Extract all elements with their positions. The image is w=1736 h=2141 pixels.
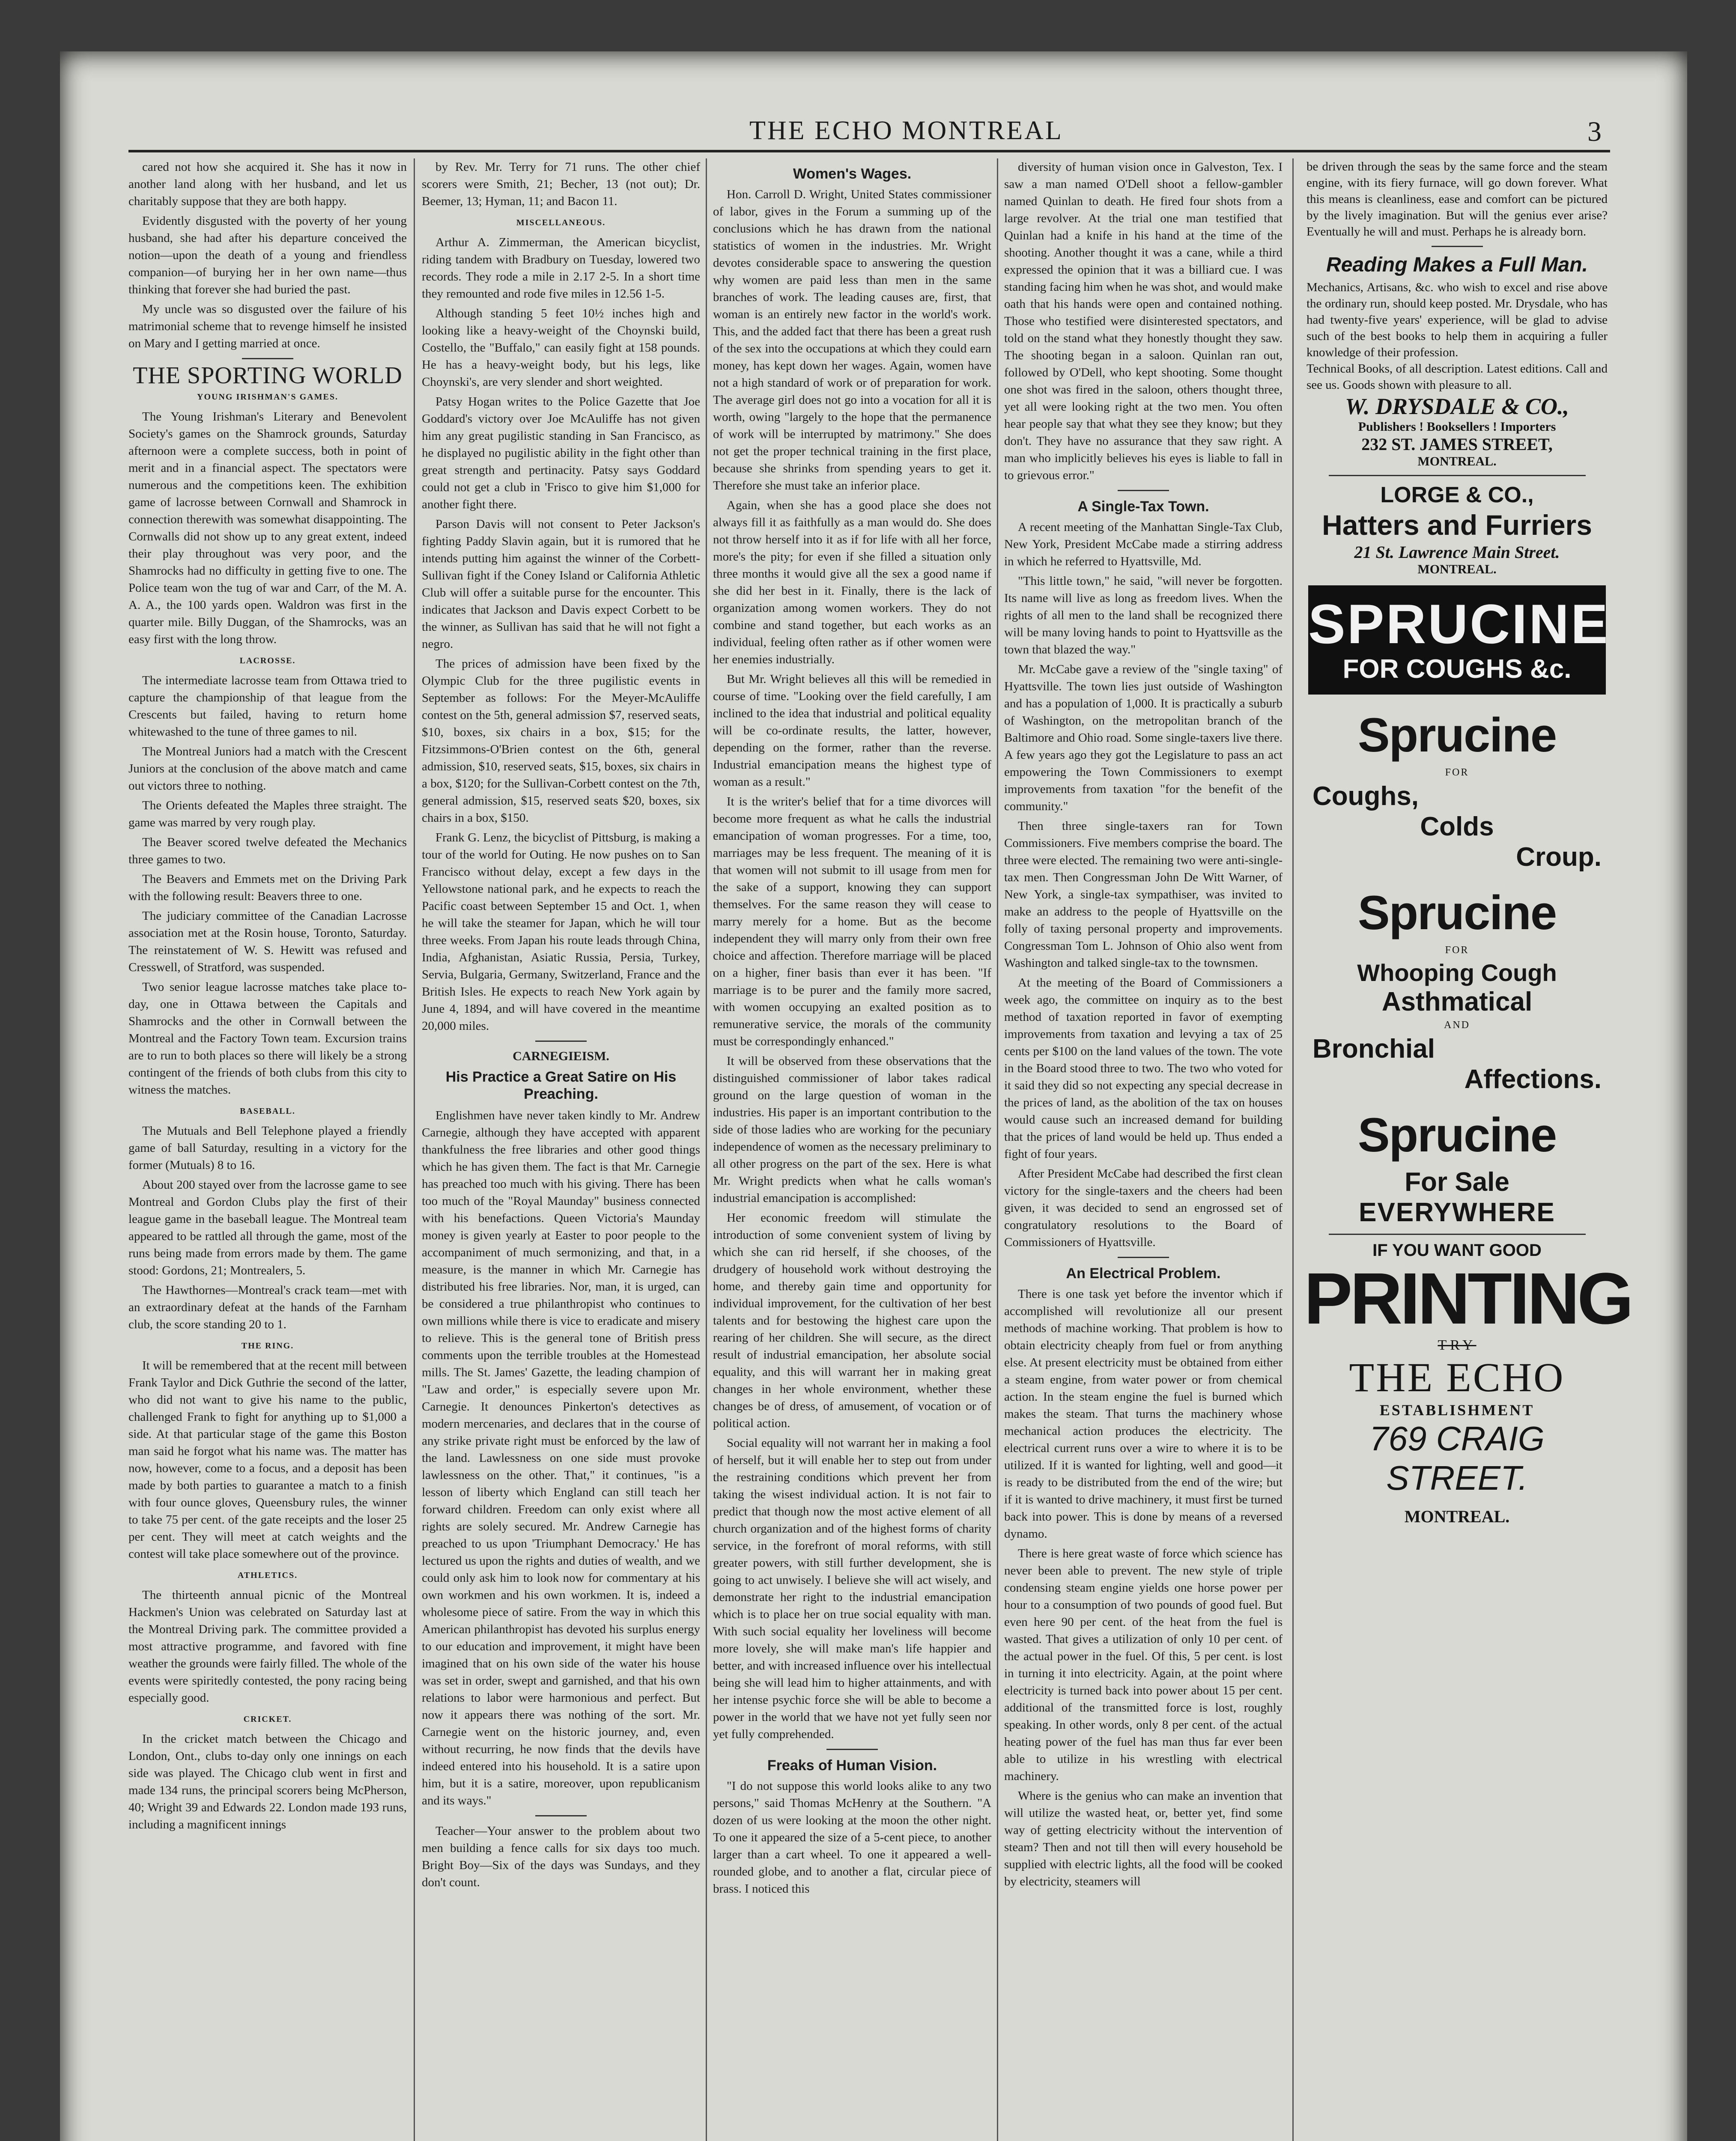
section-title: THE SPORTING WORLD [133, 362, 403, 389]
column-4 [1004, 158, 1283, 2141]
article-teacher [422, 1822, 700, 1891]
ad-headline: Reading Makes a Full Man. [1326, 253, 1588, 276]
paragraph: Her economic freedom will stimulate the introduction of some convenient system of living by which she can rid herself, if she chooses, of the drudgery of household work without destroying the home, and thereby gain time and opportunity for individual improvement, for the cultivation of her best talents and for bestowing the highest care upon the rearing of her children. She will secure, as the direct result of industrial emancipation, her absolute social equality, and this will warrant her in making great changes in her whole environment, whether these changes be of dress, of amusement, of vocation or of political action. [713, 1211, 991, 1430]
ad-city: MONTREAL. [1417, 562, 1497, 576]
paragraph: The Beavers and Emmets met on the Driving Park with the following result: Beavers three to one. [128, 872, 407, 903]
article-headline: CARNEGIEISM. [513, 1049, 609, 1063]
divider [1329, 1234, 1586, 1235]
ad-address: 21 St. Lawrence Main Street. [1354, 543, 1560, 562]
column-rule [1292, 158, 1294, 2141]
column-rule [997, 158, 998, 2141]
ailment: Asthmatical [1381, 987, 1533, 1017]
paragraph: Patsy Hogan writes to the Police Gazette that Joe Goddard's victory over Joe McAuliffe has not given him any great pugilistic standing in San Francisco, as he displayed no pugilistic ability in the fight other than great strength and pertinacity. Patsy says Goddard could not get a club in 'Frisco to give him $1,000 for another fight there. [422, 395, 700, 511]
for-label: FOR [1445, 767, 1469, 778]
paragraph: by Rev. Mr. Terry for 71 runs. The other chief scorers were Smith, 21; Becher, 13 (not out); Dr. Beemer, 13; Hyman, 11; and Bacon 11. [422, 160, 700, 208]
subhead: THE RING. [241, 1341, 294, 1351]
divider [1432, 246, 1483, 247]
subhead: LACROSSE. [239, 656, 296, 665]
paragraph: A recent meeting of the Manhattan Single-Tax Club, New York, President McCabe made a stirring address in which he referred to Hyattsville, Md. [1004, 520, 1283, 568]
ad-body: Technical Books, of all description. Latest editions. Call and see us. Goods shown with pleasure to all. [1306, 362, 1608, 392]
ailment: Whooping Cough [1357, 959, 1557, 986]
article-headline: An Electrical Problem. [1066, 1265, 1221, 1282]
paragraph: The prices of admission have been fixed by the Olympic Club for the three pugilistic events in September as follows: For the Meyer-McAuliffe contest on the 5th, general admission $7, reserved seats, $10, boxes, six chairs in a box, $15; for the Fitzsimmons-O'Brien contest on the 6th, general admission, $10, reserved seats, $15, boxes, six chairs in a box, $120; for the Sullivan-Corbett contest on the 7th, general admission, $15, reserved seats $20, boxes, six chairs in a box, $150. [422, 657, 700, 825]
paragraph: The Young Irishman's Literary and Benevolent Society's games on the Shamrock grounds, Saturday afternoon were a complete success, both in point of merit and in a financial aspect. The spectators were numerous and the competitions keen. The exhibition game of lacrosse between Cornwall and Shamrock in connection therewith was somewhat disappointing. The Cornwalls did not show up to any great extent, indeed their play throughout was very poor, and the Shamrocks had no difficulty in getting five to one. The Police team won the tug of war and Carr, of the M. A. A. A., the 100 yards open. Waldron was first in the quarter mile. Billy Duggan, of the Shamrocks, was an easy first with the long throw. [128, 410, 407, 646]
article-carnegieism [422, 1107, 700, 1809]
sprucine-heading: Sprucine [1357, 708, 1557, 762]
masthead [128, 116, 1610, 146]
subhead: ATHLETICS. [237, 1571, 298, 1580]
paragraph: It will be observed from these observations that the distinguished commissioner of labor takes radical ground on the large question of woman in the industries. His paper is an important contribution to the side of those ladies who are working for the pecuniary independence of women as the necessary preliminary to all other progress on the part of the sex. Here is what Mr. Wright predicts when what he calls woman's industrial emancipation is accomplished: [713, 1054, 991, 1205]
echo-name: THE ECHO [1349, 1354, 1565, 1400]
divider [1329, 475, 1586, 476]
paragraph: Again, when she has a good place she does not always fill it as faithfully as a man would do. She does not throw herself into it as if for life with all her force, more's the pity; for even if she filled a situation only three months it would give all the sex a good name if she did her best in it. Finally, there is the lack of organization among women workers. They do not combine and stand together, but each works as an individual, feeling often rather as if other women were her enemies industrially. [713, 498, 991, 666]
paragraph: In the cricket match between the Chicago and London, Ont., clubs to-day only one innings on each side was played. The Chicago club went in first and made 134 runs, the principal scorers being McPherson, 40; Wright 39 and Edwards 22. London made 193 runs, including a magnificent innings [128, 1732, 407, 1831]
paragraph: The thirteenth annual picnic of the Montreal Hackmen's Union was celebrated on Saturday last at the Montreal Driving park. The committee provided a most attractive programme, and favored with fine weather the grounds were fairly filled. The whole of the events were spiritedly contested, the pony racing being especially good. [128, 1588, 407, 1705]
article-athletics [128, 1586, 407, 1706]
article-ring [128, 1357, 407, 1563]
for-sale: For Sale [1405, 1167, 1509, 1197]
column-1 [128, 158, 407, 2141]
article-young-irishmen [128, 408, 407, 648]
paragraph: Hon. Carroll D. Wright, United States commissioner of labor, gives in the Forum a summing up of the conclusions which he has drawn from the national statistics of women in the industries. Mr. Wright devotes considerable space to answering the question why women are paid less than men in the same branches of work. The leading causes are, first, that woman is an entirely new factor in the world's work. This, and the added fact that there has been a great rush of the sex into the occupations at which they could earn money, has kept down her wages. Again, women have not a high standard of work or of preparation for work. The average girl does not go into a vocation for all it is worth, owing "largely to the hope that the permanence of work will be interrupted by matrimony." She does not get the proper technical training in the first place, because she shrinks from spending years to get it. Therefore she must take an inferior place. [713, 188, 991, 492]
ailment: Coughs, [1312, 781, 1419, 811]
ad-body: Mechanics, Artisans, &c. who wish to excel and rise above the ordinary run, should keep posted. Mr. Drysdale, who has had twenty-five years' experience, will be glad to advise such of the best books to help them in acquiring a fuller knowledge of their profession. [1306, 280, 1608, 359]
article-baseball [128, 1122, 407, 1333]
divider [1118, 1257, 1169, 1258]
ad-city: MONTREAL. [1417, 454, 1497, 468]
paragraph: It is the writer's belief that for a time divorces will become more frequent as what he calls the industrial emancipation of woman progresses. For a time, too, marriages may be less frequent. The meaning of it is that women will not submit to ill usage from men for the sake of a support, knowing they can support themselves. For the same reason they will cease to marry merely for a home. But as the become independent they will marry only from their own free choice and affection. Therefore marriage will be placed on a higher, finer basis than ever it has been. "If marriage is to be purer and the family more sacred, with women occupying an exalted position as to remunerative service, the morals of the community must be correspondingly enhanced." [713, 795, 991, 1048]
paragraph: The Montreal Juniors had a match with the Crescent Juniors at the conclusion of the above match and came out victors three to nothing. [128, 745, 407, 793]
ad-firm-name: LORGE & CO., [1380, 483, 1534, 507]
article-human-vision [713, 1777, 991, 1897]
paragraph: Parson Davis will not consent to Peter Jackson's fighting Paddy Slavin again, but it is rumored that he intends putting him against the winner of the Corbett-Sullivan fight if the Coney Island or California Athletic Club will offer a suitable purse for the encounter. This indicates that Jackson and Davis expect Corbett to be the winner, as Sullivan has said that he will not fight a negro. [422, 517, 700, 651]
subhead: YOUNG IRISHMAN'S GAMES. [197, 392, 338, 402]
article-miscellaneous [422, 234, 700, 1035]
paragraph: After President McCabe had described the first clean victory for the single-taxers and the cheers had been given, it was decided to send an engrossed set of congratulatory resolutions to the Board of Commissioners of Hyattsville. [1004, 1167, 1283, 1249]
divider [1118, 490, 1169, 491]
paragraph: Arthur A. Zimmerman, the American bicyclist, riding tandem with Bradbury on Tuesday, lowered two records. They rode a mile in 2.17 2-5. In a short time they remounted and rode five miles in 12.56 1-5. [422, 236, 700, 301]
ad-city: MONTREAL. [1404, 1507, 1510, 1526]
ad-trade: Hatters and Furriers [1322, 509, 1592, 541]
subhead: MISCELLANEOUS. [516, 218, 606, 227]
paragraph: Two senior league lacrosse matches take place to-day, one in Ottawa between the Capitals and Shamrocks and the other in Cornwall between the Montreal and the Factory Town team. Excursion trains are to run to both places so there will likely be a strong contingent of the friends of both clubs from this city to witness the matches. [128, 980, 407, 1097]
paragraph: It will be remembered that at the recent mill between Frank Taylor and Dick Guthrie the second of the latter, who did not want to give his name to the public, challenged Frank to fight for anything up to $1,000 a side. At that particular stage of the game this Boston man said he forgot what his name was. The matter has now, however, come to a focus, and a deposit has been made by both parties to guarantee a match to a finish with four ounce gloves, Queensbury rules, the winner to take 75 per cent. of the gate receipts and the loser 25 per cent. They will meet at catch weights and the contest will take place somewhere out of the province. [128, 1359, 407, 1561]
ailment: Bronchial [1312, 1034, 1435, 1064]
article-headline: Women's Wages. [793, 166, 912, 182]
article-lacrosse [128, 672, 407, 1098]
paragraph: Social equality will not warrant her in making a fool of herself, but it will enable her to step out from under the restraining conditions which prevent her from taking the wisest individual action. It is not fair to predict that though now the most active element of all church organization and of the highest forms of charity service, in the forefront of moral reforms, with still greater powers, with still further development, she is going to act unwisely. I believe she will act wisely, and demonstrate her right to the industrial emancipation which is to place her on true social equality with man. With such social equality her loveliness will become more lovely, she will make man's life happier and better, and with increased influence over his intellectual being she will lead him to higher attainments, and with her intense psychic force she will be able to become a power in the world that we have not yet fully seen nor yet fully comprehended. [713, 1436, 991, 1741]
paragraph: At the meeting of the Board of Commissioners a week ago, the committee on inquiry as to the best method of taxation reported in favor of exempting improvements from taxation and levying a tax of 25 cents per $100 on the land values of the town. The vote in the Board stood three to two. The two who voted for it said they did so not expecting any special decrease in the prices of land, as the abolition of the tax on houses would cause such an increased demand for building that the prices of land would be held up. Thus ended a fight of four years. [1004, 976, 1283, 1161]
paragraph: The Mutuals and Bell Telephone played a friendly game of ball Saturday, resulting in a victory for the former (Mutuals) 8 to 16. [128, 1124, 407, 1172]
paragraph: Teacher—Your answer to the problem about two men building a fence calls for six days too much. Bright Boy—Six of the days was Sundays, and they don't count. [422, 1824, 700, 1889]
story-continuation [422, 158, 700, 210]
ad-firm-name: W. DRYSDALE & CO., [1345, 394, 1569, 419]
ad-trade: Publishers ! Booksellers ! Importers [1358, 420, 1556, 434]
paragraph: diversity of human vision once in Galveston, Tex. I saw a man named O'Dell shoot a fellow-gambler named Quinlan to death. He fired four shots from a large revolver. At the trial one man testified that Quinlan had a knife in his hand at the time of the shooting. Another thought it was a cane, while a third expressed the opinion that it was a billiard cue. I was standing facing him when he was shot, and would make oath that his hands were open and contained nothing. Those who testified were disinterested spectators, and told on the stand what they honestly thought they saw. The shooting began in a saloon. Quinlan ran out, followed by O'Dell, who kept shooting. Some thought one shot was fired in the saloon, others thought three, yet all were looking right at the two men. You often hear people say that what they see they know; but they don't. They have no assurance that they saw right. A man who implicitly believes his eyes is liable to fall in to grievous error." [1004, 160, 1283, 482]
paragraph: My uncle was so disgusted over the failure of his matrimonial scheme that to revenge himself he insisted on Mary and I getting married at once. [128, 302, 407, 350]
paragraph: "This little town," he said, "will never be forgotten. Its name will live as long as freedom lives. When the rights of all men to the land shall be recognized there will be many loving hands to point to Hyattsville as the town that blazed the way." [1004, 574, 1283, 656]
paragraph: cared not how she acquired it. She has it now in another land along with her husband, and let us charitably suppose that they are both happy. [128, 160, 407, 208]
paragraph: The Beaver scored twelve defeated the Mechanics three games to two. [128, 835, 407, 866]
article-headline: Freaks of Human Vision. [767, 1757, 937, 1774]
try-label: TRY [1438, 1337, 1476, 1353]
column-rule [414, 158, 415, 2141]
establishment-label: ESTABLISHMENT [1379, 1401, 1535, 1419]
paragraph: There is one task yet before the inventor which if accomplished will revolutionize all our present methods of machine working. That problem is how to obtain electricity cheaply from fuel or from anything else. At present electricity must be obtained from either a steam engine, from water power or from chemical action. In the steam engine the fuel is burned which makes the steam. That turns the machinery whose mechanical action produces the electricity. The electrical current runs over a wire to where it is to be utilized. If it is wanted for lighting, well and good—it is ready to be distributed from the end of the wire; but if it is wanted to drive machinery, it must first be turned back into power. This is done by means of a reversed dynamo. [1004, 1287, 1283, 1541]
sprucine-heading: Sprucine [1357, 1108, 1557, 1162]
article-electrical-problem [1004, 1285, 1283, 1890]
ailment: Affections. [1464, 1065, 1602, 1094]
paragraph: There is here great waste of force which science has never been able to prevent. The new style of triple condensing steam engine yields one horse power per hour to a consumption of two pounds of good fuel. But even here 90 per cent. of the heat from the fuel is wasted. That gives a utilization of only 10 per cent. of the actual power in the fuel. Of this, 5 per cent. is lost in turning it into electricity. Again, at the point where electricity is turned back into power about 15 per cent. additional of the transmitted force is lost, roughly speaking. In other words, only 8 per cent. of the actual heating power of the fuel has man thus far ever been able to utilize in his wrestling with electrical machinery. [1004, 1547, 1283, 1783]
divider [826, 1749, 878, 1750]
article-cricket [128, 1730, 407, 1833]
paragraph: Frank G. Lenz, the bicyclist of Pittsburg, is making a tour of the world for Outing. He now pushes on to San Francisco without delay, except a few days in the Yellowstone national park, and he expects to reach the Pacific coast between September 15 and Oct. 1, when he will take the steamer for Japan, which he will tour three weeks. From Japan his route leads through China, India, Afghanistan, Asiatic Russia, Persia, Turkey, Servia, Bulgaria, Germany, Switzerland, France and the British Isles. He expects to reach New York again by June 4, 1894, and will have covered in the meantime 20,000 miles. [422, 831, 700, 1033]
advertisement-column [1304, 158, 1632, 2141]
ad-address: 232 ST. JAMES STREET, [1361, 435, 1553, 454]
sprucine-logo-sub: FOR COUGHS &c. [1342, 654, 1572, 684]
paragraph: The judiciary committee of the Canadian Lacrosse association met at the Rosin house, Toronto, Saturday. The reinstatement of W. S. Hewitt was refused and Cresswell, of Stratford, was suspended. [128, 909, 407, 974]
sprucine-logo [1308, 585, 1610, 695]
divider [242, 358, 293, 359]
sprucine-logo-title: SPRUCINE [1308, 593, 1610, 655]
paragraph: The Hawthornes—Montreal's crack team—met with an extraordinary defeat at the hands of the Farnham club, the score standing 20 to 1. [128, 1283, 407, 1331]
printing-heading: PRINTING [1304, 1258, 1632, 1339]
subhead: BASEBALL. [240, 1106, 295, 1116]
paragraph: Evidently disgusted with the poverty of her young husband, she had after his departure conceived the notion—upon the death of a young and friendless companion—of burying her in her own name—thus thinking that forever she had buried the past. [128, 214, 407, 296]
sprucine-heading: Sprucine [1357, 886, 1557, 939]
story-continuation [1004, 158, 1283, 484]
craig-address: 769 CRAIG STREET. [1369, 1419, 1545, 1497]
article-subheadline: His Practice a Great Satire on His Preaching. [445, 1069, 677, 1102]
paragraph: Englishmen have never taken kindly to Mr. Andrew Carnegie, although they have accepted with apparent thankfulness the free libraries and other good things which he has given them. The fact is that Mr. Carnegie has preached too much with his giving. There has been too much of the "Royal Maunday" business connected with his benefactions. Queen Victoria's Maunday money is given yearly at Easter to poor people to the accompaniment of much sermonizing, and that, in a measure, is the manner in which Mr. Carnegie has distributed his free libraries. Nor, man, it is urged, can be considered a true philanthropist who continues to own millions while there is vice to eradicate and misery to relieve. This is the general tone of British press comments upon the terrible troubles at the Homestead mills. The St. James' Gazette, the leading champion of "Law and order," is especially severe upon Mr. Carnegie. It denounces Pinkerton's detectives as modern mercenaries, and declares that in the course of any strike private right must be enforced by the law of the land. Lawlessness on one side must provoke lawlessness on the other. That," it continues, "is a lesson of liberty which England can still teach her forward children. Freedom can only exist where all rights are solely secured. Mr. Andrew Carnegie has preached to us upon 'Triumphant Democracy.' He has lectured us upon the rights and duties of wealth, and we could only ask him to look now for commentary at his own workmen and his own workmen. It is, indeed a wholesome piece of satire. From the way in which this American philanthropist has devoted his surplus energy to our education and improvement, it might have been imagined that on his own side of the water his house was set in order, swept and garnished, and that his own relations to labor were harmonious and perfect. But now it appears there was nothing of the sort. Mr. Carnegie went on the historic journey, and, even without recurring, he now finds that the devils have indeed entered into his household. It is a satire upon him, but it is a satire, moreover, upon republicanism and its ways." [422, 1109, 700, 1807]
article-women-wages [713, 186, 991, 1743]
paragraph: About 200 stayed over from the lacrosse game to see Montreal and Gordon Clubs play the first of their league game in the baseball league. The Montreal team appeared to be rattled all through the game, most of the runs being made from errors made by them. The game stood: Gordons, 21; Montrealers, 5. [128, 1178, 407, 1277]
paragraph: But Mr. Wright believes all this will be remedied in course of time. "Looking over the field carefully, I am inclined to the idea that industrial and political equality will be co-ordinate results, the latter, however, depending on the former, rather than the reverse. Industrial emancipation means the highest type of woman as a result." [713, 672, 991, 789]
article-single-tax [1004, 519, 1283, 1251]
story-continuation [128, 158, 407, 352]
page-number: 3 [1587, 116, 1602, 147]
paragraph: "I do not suppose this world looks alike to any two persons," said Thomas McHenry at the Southern. "A dozen of us were looking at the moon the other night. To one it appeared the size of a 5-cent piece, to another larger than a cart wheel. To one it appeared a well-rounded globe, and to another a flat, circular piece of brass. I noticed this [713, 1779, 991, 1896]
and-label: AND [1444, 1020, 1470, 1031]
paragraph: Although standing 5 feet 10½ inches high and looking like a heavy-weight of the Choynski build, Costello, the "Buffalo," can easily fight at 158 pounds. He has a heavy-weight body, but his legs, like Choynski's, are very slender and short weighted. [422, 307, 700, 389]
paragraph: The Orients defeated the Maples three straight. The game was marred by very rough play. [128, 799, 407, 829]
column-2 [422, 158, 700, 2141]
paragraph: Where is the genius who can make an invention that will utilize the wasted heat, or, better yet, find some way of getting electricity without the intervention of steam? Then and not till then will every household be supplied with electric lights, all the food will be cooked by electricity, steamers will [1004, 1789, 1283, 1888]
subhead: CRICKET. [243, 1715, 292, 1724]
divider [535, 1815, 587, 1816]
printing-tagline: IF YOU WANT GOOD [1372, 1241, 1542, 1260]
story-continuation: be driven through the seas by the same force and the steam engine, with its fiery furnace, will go down forever. What this means is cleanliness, ease and comfort can be pictured by the lively imagination. But will the genius ever arise? Eventually he will and must. Perhaps he is already born. [1306, 160, 1608, 239]
paragraph: Mr. McCabe gave a review of the "single taxing" of Hyattsville. The town lies just outside of Washington and has a population of 1,000. It is practically a suburb of Washington, on the metropolitan branch of the Baltimore and Ohio road. Some single-taxers live there. A few years ago they got the Legislature to pass an act empowering the Town Commissioners to exempt improvements from taxation "for the benefit of the community." [1004, 662, 1283, 813]
newspaper-title: THE ECHO MONTREAL [749, 116, 1063, 145]
everywhere: EVERYWHERE [1359, 1198, 1555, 1227]
article-headline: A Single-Tax Town. [1077, 498, 1209, 515]
column-3 [713, 158, 991, 2141]
header-rule [128, 150, 1610, 152]
for-label: FOR [1445, 945, 1469, 956]
paragraph: The intermediate lacrosse team from Ottawa tried to capture the championship of that league from the Crescents but failed, having to return home whitewashed to the tune of three games to nil. [128, 674, 407, 739]
divider [535, 1041, 587, 1042]
paragraph: Then three single-taxers ran for Town Commissioners. Five members comprise the board. The three were elected. The remaining two were anti-single-tax men. Then Congressman John De Witt Warner, of New York, a single-tax sympathiser, was invited to make an address to the people of Hyattsville on the folly of taxing personal property and improvements. Congressman Tom L. Johnson of Ohio also went from Washington and talked single-tax to the townsmen. [1004, 819, 1283, 970]
column-rule [706, 158, 707, 2141]
ailment: Croup. [1516, 842, 1602, 872]
ailment: Colds [1420, 812, 1494, 841]
